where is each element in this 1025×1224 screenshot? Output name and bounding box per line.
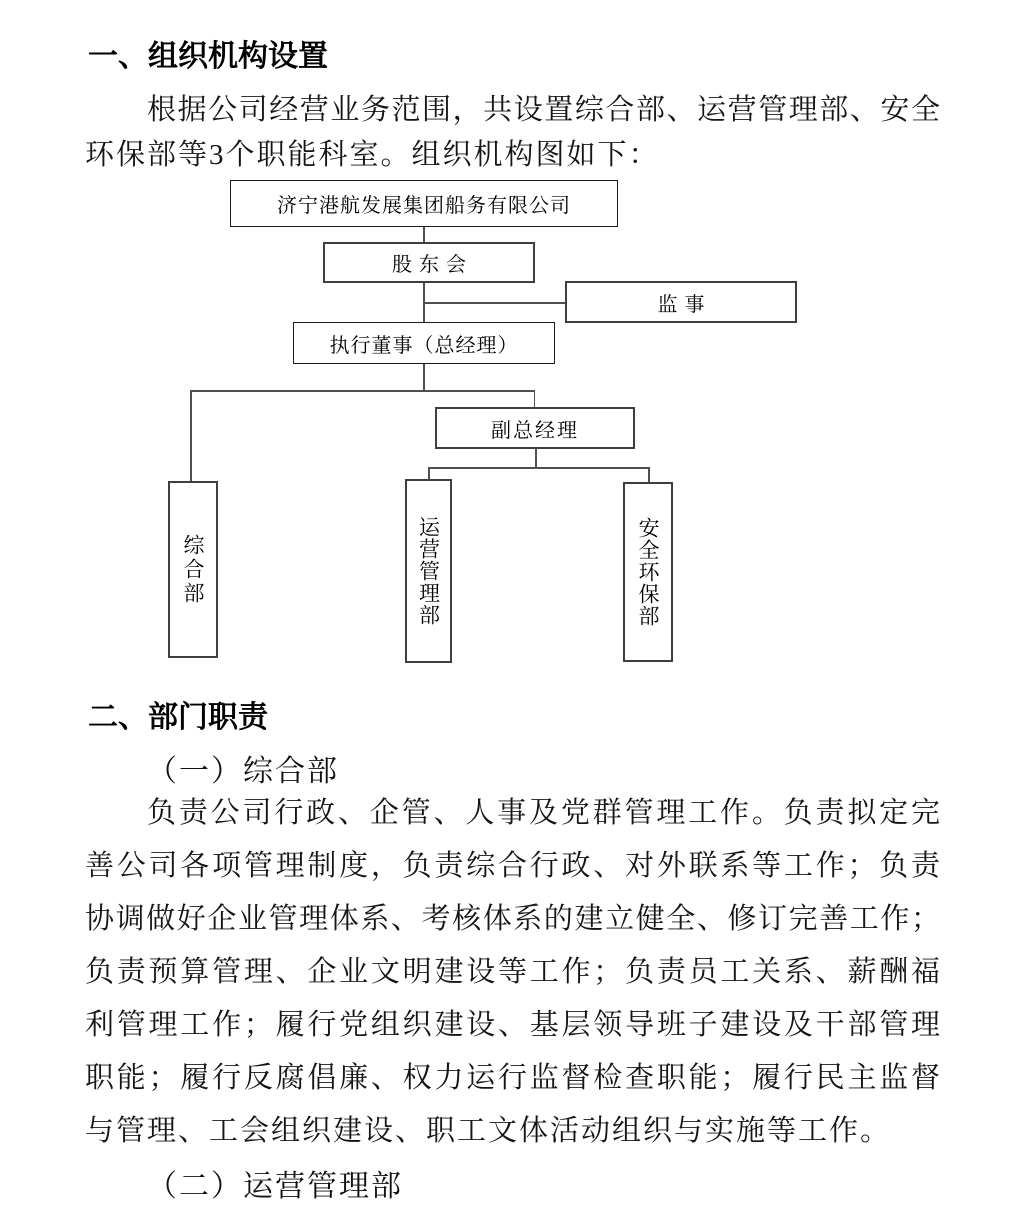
connector-branch-supervisor xyxy=(423,302,565,304)
duties-line-6: 职能；履行反腐倡廉、权力运行监督检查职能；履行民主监督 xyxy=(85,1062,940,1094)
org-node-shareholders-meeting: 股东会 xyxy=(323,242,535,283)
duties-line-2: 善公司各项管理制度，负责综合行政、对外联系等工作；负责 xyxy=(85,850,940,882)
section2-sub1-heading: （一）综合部 xyxy=(147,755,339,788)
org-node-dept-safety-environment: 安全环保部 xyxy=(623,482,673,662)
org-node-supervisor: 监事 xyxy=(565,281,797,323)
duties-line-1: 负责公司行政、企管、人事及党群管理工作。负责拟定完 xyxy=(147,797,940,829)
connector-deputy-rail xyxy=(428,467,648,469)
connector-drop-operations xyxy=(428,467,430,479)
connector-drop-safety xyxy=(648,467,650,482)
org-node-executive-director: 执行董事（总经理） xyxy=(293,322,555,364)
org-node-dept-operations-management: 运营管理部 xyxy=(405,479,452,663)
connector-director-rail xyxy=(190,390,535,392)
section2-heading: 二、部门职责 xyxy=(88,701,268,734)
connector-drop-deputy xyxy=(534,390,536,407)
connector-deputy-down xyxy=(535,449,537,467)
connector-drop-general-affairs xyxy=(190,390,192,481)
duties-line-7: 与管理、工会组织建设、职工文体活动组织与实施等工作。 xyxy=(85,1115,892,1147)
section2-sub2-heading: （二）运营管理部 xyxy=(147,1170,403,1203)
connector-company-shareholders xyxy=(423,227,425,243)
duties-line-5: 利管理工作；履行党组织建设、基层领导班子建设及干部管理 xyxy=(85,1009,940,1041)
connector-director-down xyxy=(423,364,425,390)
intro-line-1: 根据公司经营业务范围，共设置综合部、运营管理部、安全 xyxy=(147,94,940,126)
duties-line-3: 协调做好企业管理体系、考核体系的建立健全、修订完善工作； xyxy=(85,903,940,935)
duties-line-4: 负责预算管理、企业文明建设等工作；负责员工关系、薪酬福 xyxy=(85,956,940,988)
intro-line-2: 环保部等3个职能科室。组织机构图如下： xyxy=(85,139,660,171)
org-node-dept-general-affairs: 综合部 xyxy=(168,481,218,658)
org-node-company: 济宁港航发展集团船务有限公司 xyxy=(230,180,618,227)
org-node-deputy-general-manager: 副总经理 xyxy=(435,407,635,449)
section1-heading: 一、组织机构设置 xyxy=(88,40,328,73)
